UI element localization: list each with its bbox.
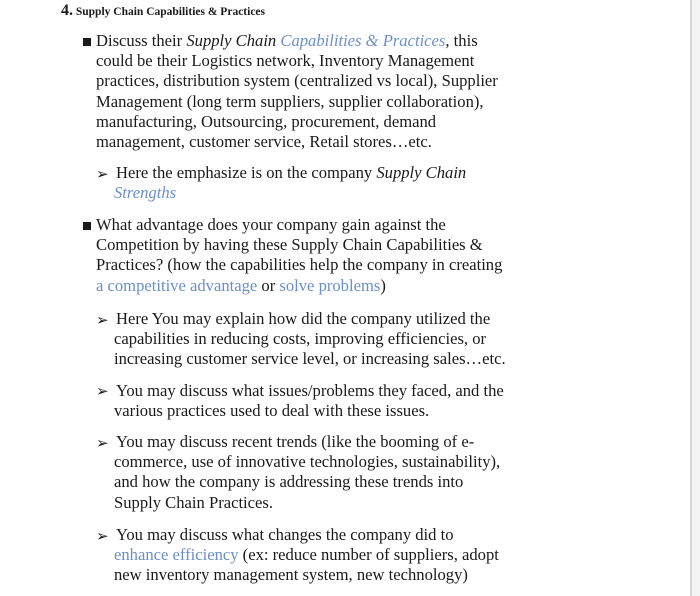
text-line: various practices used to deal with these issues.: [114, 401, 430, 421]
arrow-bullet-icon: ➢: [96, 529, 109, 545]
text-line: Supply Chain Practices.: [114, 492, 274, 512]
text-line: Competition by having these Supply Chain Capabilities &: [96, 235, 483, 255]
text: or: [257, 275, 280, 295]
sub-bullet-text: [114, 432, 500, 513]
text-line: capabilities in reducing costs, improving efficiencies, or: [114, 329, 487, 349]
arrow-bullet-icon: ➢: [96, 384, 109, 400]
text: (ex: reduce number of suppliers, adopt: [238, 545, 499, 565]
text-line: Here You may explain how did the company utilized the: [116, 309, 491, 328]
section-title: Supply Chain Capabilities & Practices: [75, 6, 266, 18]
highlight-text: Strengths: [114, 183, 177, 203]
text-italic: Supply Chain: [376, 163, 467, 182]
highlight-text: Capabilities & Practices: [280, 31, 446, 50]
sub-bullet-text: [114, 525, 499, 586]
arrow-bullet-icon: ➢: [96, 436, 109, 452]
bullet-2-text: [96, 215, 502, 296]
arrow-bullet-icon: ➢: [96, 167, 109, 183]
text: Discuss their: [96, 31, 187, 50]
text-line: Management (long term suppliers, supplier collaboration),: [96, 91, 484, 111]
highlight-text: enhance efficiency: [114, 545, 239, 565]
text-line: could be their Logistics network, Inventory Management: [96, 51, 475, 71]
text-line: new inventory management system, new technology): [114, 565, 468, 585]
text-line: You may discuss what issues/problems they faced, and the: [116, 381, 504, 400]
section-heading: [61, 2, 265, 20]
text-line: manufacturing, Outsourcing, procurement, demand: [96, 111, 437, 131]
text-line: What advantage does your company gain against the: [96, 215, 446, 234]
text-italic: Supply Chain: [186, 31, 281, 50]
sub-bullet-text: [114, 381, 504, 421]
bullet-1-text: [96, 31, 498, 152]
text-line: management, customer service, Retail stores…etc.: [96, 131, 432, 151]
square-bullet-icon: [83, 222, 91, 230]
text: ): [380, 275, 386, 295]
highlight-text: solve problems: [279, 275, 381, 295]
text-line: and how the company is addressing these trends into: [114, 472, 464, 492]
arrow-bullet-icon: ➢: [96, 313, 109, 329]
text: , this: [445, 31, 478, 50]
text-line: Practices? (how the capabilities help the company in creating: [96, 255, 503, 275]
text-line: commerce, use of innovative technologies, sustainability),: [114, 452, 501, 472]
text: Here the emphasize is on the company: [116, 163, 377, 182]
highlight-text: a competitive advantage: [96, 275, 258, 295]
text-line: practices, distribution system (centralized vs local), Supplier: [96, 71, 498, 91]
sub-bullet-text: [114, 309, 506, 370]
text-line: You may discuss what changes the company did to: [116, 525, 454, 544]
page-margin: [692, 0, 700, 596]
section-number: 4.: [61, 2, 73, 19]
sub-bullet-text: [116, 163, 466, 203]
text-line: You may discuss recent trends (like the booming of e-: [116, 432, 475, 451]
text-line: increasing customer service level, or increasing sales…etc.: [114, 349, 506, 369]
square-bullet-icon: [83, 38, 91, 46]
